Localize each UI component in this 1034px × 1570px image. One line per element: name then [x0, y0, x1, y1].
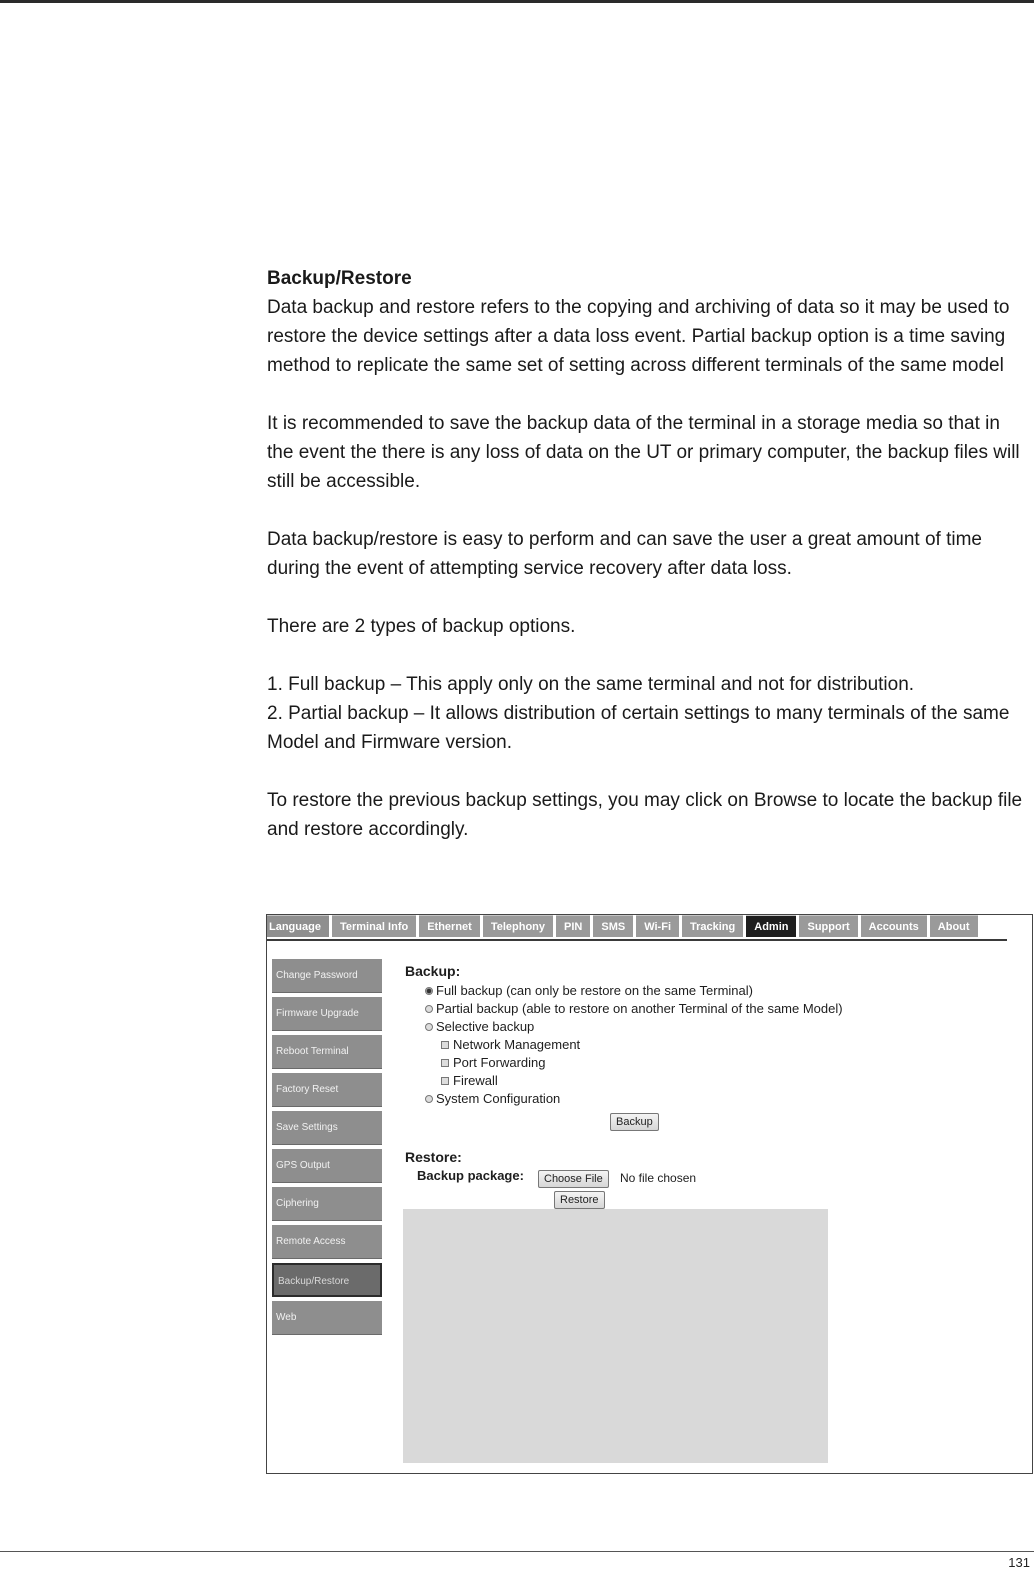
tab-telephony[interactable]: Telephony	[483, 915, 553, 937]
full-backup-radio[interactable]	[425, 987, 433, 995]
page-number: 131	[1008, 1555, 1030, 1570]
port-forwarding-checkbox[interactable]	[441, 1059, 449, 1067]
selective-backup-radio[interactable]	[425, 1023, 433, 1031]
bottom-rule	[0, 1551, 1034, 1552]
system-configuration-label: System Configuration	[436, 1091, 561, 1106]
admin-ui-screenshot	[266, 914, 1033, 1474]
restore-status-area	[403, 1209, 828, 1463]
tab-wifi[interactable]: Wi-Fi	[636, 915, 679, 937]
choose-file-button[interactable]: Choose File	[538, 1170, 609, 1188]
full-backup-option[interactable]	[425, 983, 753, 998]
network-management-option[interactable]	[441, 1037, 580, 1052]
sidebar-item-remote-access[interactable]: Remote Access	[272, 1225, 382, 1259]
sidebar-item-firmware-upgrade[interactable]: Firmware Upgrade	[272, 997, 382, 1031]
admin-sidebar	[272, 959, 384, 1339]
tab-pin[interactable]: PIN	[556, 915, 590, 937]
partial-backup-radio[interactable]	[425, 1005, 433, 1013]
backup-heading: Backup:	[405, 963, 461, 979]
firewall-checkbox[interactable]	[441, 1077, 449, 1085]
document-body	[267, 264, 1029, 873]
backup-button[interactable]: Backup	[610, 1113, 659, 1131]
sidebar-item-change-password[interactable]: Change Password	[272, 959, 382, 993]
tab-ethernet[interactable]: Ethernet	[419, 915, 480, 937]
paragraph-ease: Data backup/restore is easy to perform and can save the user a great amount of time during the event of attempting service recovery after data loss.	[267, 529, 982, 579]
sidebar-item-backup-restore[interactable]: Backup/Restore	[272, 1263, 382, 1297]
system-configuration-option[interactable]	[425, 1091, 560, 1106]
sidebar-item-gps-output[interactable]: GPS Output	[272, 1149, 382, 1183]
backup-package-label: Backup package:	[417, 1168, 524, 1183]
sidebar-item-save-settings[interactable]: Save Settings	[272, 1111, 382, 1145]
list-item-full-backup: 1. Full backup – This apply only on the same terminal and not for distribution.	[267, 674, 915, 695]
partial-backup-label: Partial backup (able to restore on another Terminal of the same Model)	[436, 1001, 843, 1016]
selective-backup-label: Selective backup	[436, 1019, 535, 1034]
no-file-chosen-text: No file chosen	[620, 1171, 697, 1185]
firewall-option[interactable]	[441, 1073, 498, 1088]
sidebar-item-ciphering[interactable]: Ciphering	[272, 1187, 382, 1221]
port-forwarding-option[interactable]	[441, 1055, 545, 1070]
partial-backup-option[interactable]	[425, 1001, 843, 1016]
network-management-label: Network Management	[453, 1037, 581, 1052]
section-title: Backup/Restore	[267, 268, 412, 289]
list-item-partial-backup: 2. Partial backup – It allows distribution of certain settings to many terminals of the same Model and Firmware version.	[267, 703, 1010, 753]
sidebar-item-factory-reset[interactable]: Factory Reset	[272, 1073, 382, 1107]
tab-language[interactable]: Language	[267, 915, 329, 937]
restore-button[interactable]: Restore	[554, 1191, 605, 1209]
port-forwarding-label: Port Forwarding	[453, 1055, 546, 1070]
firewall-label: Firewall	[453, 1073, 498, 1088]
full-backup-label: Full backup (can only be restore on the same Terminal)	[436, 983, 753, 998]
tab-support[interactable]: Support	[799, 915, 857, 937]
paragraph-restore: To restore the previous backup settings, you may click on Browse to locate the backup file and restore accordingly.	[267, 790, 1023, 840]
tab-admin[interactable]: Admin	[746, 915, 796, 937]
paragraph-intro: Data backup and restore refers to the copying and archiving of data so it may be used to restore the device settings after a data loss event. Partial backup option is a time saving method to replicate the same set of setting across different terminals of the same model	[267, 297, 1010, 376]
paragraph-recommendation: It is recommended to save the backup data of the terminal in a storage media so that in the event the there is any loss of data on the UT or primary computer, the backup files will still be accessible.	[267, 413, 1020, 492]
tab-about[interactable]: About	[930, 915, 978, 937]
tab-sms[interactable]: SMS	[593, 915, 633, 937]
tab-underline	[267, 939, 1007, 941]
top-rule	[0, 0, 1034, 3]
paragraph-types: There are 2 types of backup options.	[267, 616, 576, 637]
tab-bar	[267, 915, 1032, 941]
sidebar-item-web[interactable]: Web	[272, 1301, 382, 1335]
selective-backup-option[interactable]	[425, 1019, 534, 1034]
tab-accounts[interactable]: Accounts	[861, 915, 927, 937]
system-configuration-radio[interactable]	[425, 1095, 433, 1103]
restore-heading: Restore:	[405, 1149, 462, 1165]
tab-terminal-info[interactable]: Terminal Info	[332, 915, 416, 937]
tab-tracking[interactable]: Tracking	[682, 915, 743, 937]
network-management-checkbox[interactable]	[441, 1041, 449, 1049]
sidebar-item-reboot-terminal[interactable]: Reboot Terminal	[272, 1035, 382, 1069]
